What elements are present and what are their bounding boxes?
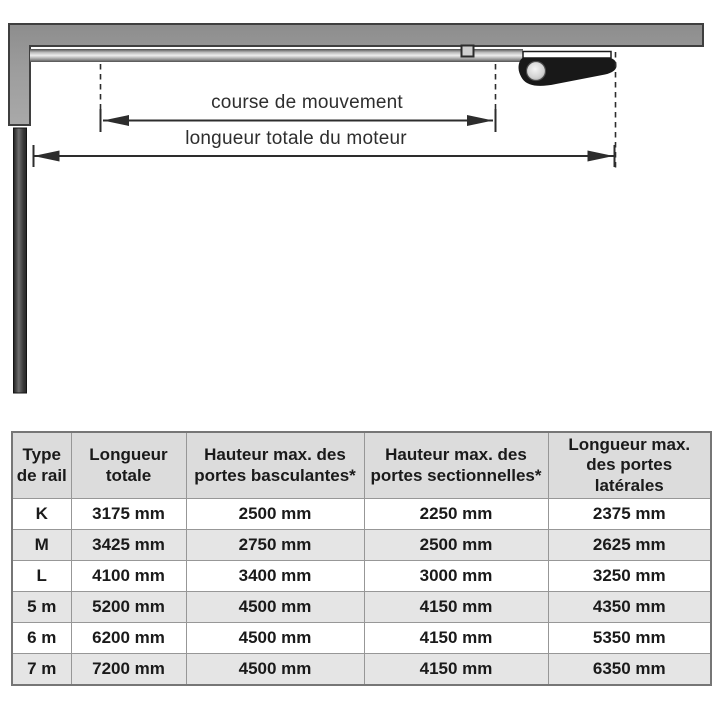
- cell-type: K: [12, 499, 71, 530]
- header-portes-laterales: Longueur max. des portes latérales: [548, 432, 711, 499]
- table-row: [12, 530, 711, 561]
- cell-longueur: 6200 mm: [71, 623, 186, 654]
- cell-laterales: 6350 mm: [548, 654, 711, 686]
- course-label: course de mouvement: [211, 92, 403, 113]
- door-panel: [14, 128, 27, 393]
- header-portes-basculantes: Hauteur max. des portes basculantes*: [186, 432, 364, 499]
- cell-longueur: 5200 mm: [71, 592, 186, 623]
- cell-type: M: [12, 530, 71, 561]
- cell-laterales: 5350 mm: [548, 623, 711, 654]
- cell-basculantes: 4500 mm: [186, 592, 364, 623]
- cell-laterales: 2375 mm: [548, 499, 711, 530]
- cell-basculantes: 2500 mm: [186, 499, 364, 530]
- cell-sectionnelles: 4150 mm: [364, 654, 548, 686]
- cell-type: 5 m: [12, 592, 71, 623]
- table-row: [12, 499, 711, 530]
- cell-type: 7 m: [12, 654, 71, 686]
- motor-mount-plate: [523, 52, 611, 59]
- table-header: [12, 432, 711, 499]
- cell-laterales: 4350 mm: [548, 592, 711, 623]
- cell-longueur: 7200 mm: [71, 654, 186, 686]
- table-row: [12, 561, 711, 592]
- cell-laterales: 3250 mm: [548, 561, 711, 592]
- cell-longueur: 3175 mm: [71, 499, 186, 530]
- header-portes-sectionnelles: Hauteur max. des portes sectionnelles*: [364, 432, 548, 499]
- cell-basculantes: 4500 mm: [186, 654, 364, 686]
- cell-longueur: 3425 mm: [71, 530, 186, 561]
- header-longueur-totale: Longueur totale: [71, 432, 186, 499]
- cell-sectionnelles: 2250 mm: [364, 499, 548, 530]
- header-type-de-rail: Type de rail: [12, 432, 71, 499]
- rail-spec-table: [11, 431, 712, 686]
- cell-basculantes: 4500 mm: [186, 623, 364, 654]
- trolley: [462, 46, 474, 57]
- cell-sectionnelles: 4150 mm: [364, 592, 548, 623]
- lamp-icon: [527, 62, 546, 81]
- cell-longueur: 4100 mm: [71, 561, 186, 592]
- table-row: [12, 623, 711, 654]
- cell-type: 6 m: [12, 623, 71, 654]
- cell-basculantes: 3400 mm: [186, 561, 364, 592]
- cell-laterales: 2625 mm: [548, 530, 711, 561]
- cell-sectionnelles: 2500 mm: [364, 530, 548, 561]
- cell-type: L: [12, 561, 71, 592]
- motor-length-label: longueur totale du moteur: [185, 128, 407, 149]
- table-row: [12, 654, 711, 686]
- cell-basculantes: 2750 mm: [186, 530, 364, 561]
- table-row: [12, 592, 711, 623]
- cell-sectionnelles: 4150 mm: [364, 623, 548, 654]
- cell-sectionnelles: 3000 mm: [364, 561, 548, 592]
- rail: [30, 49, 523, 62]
